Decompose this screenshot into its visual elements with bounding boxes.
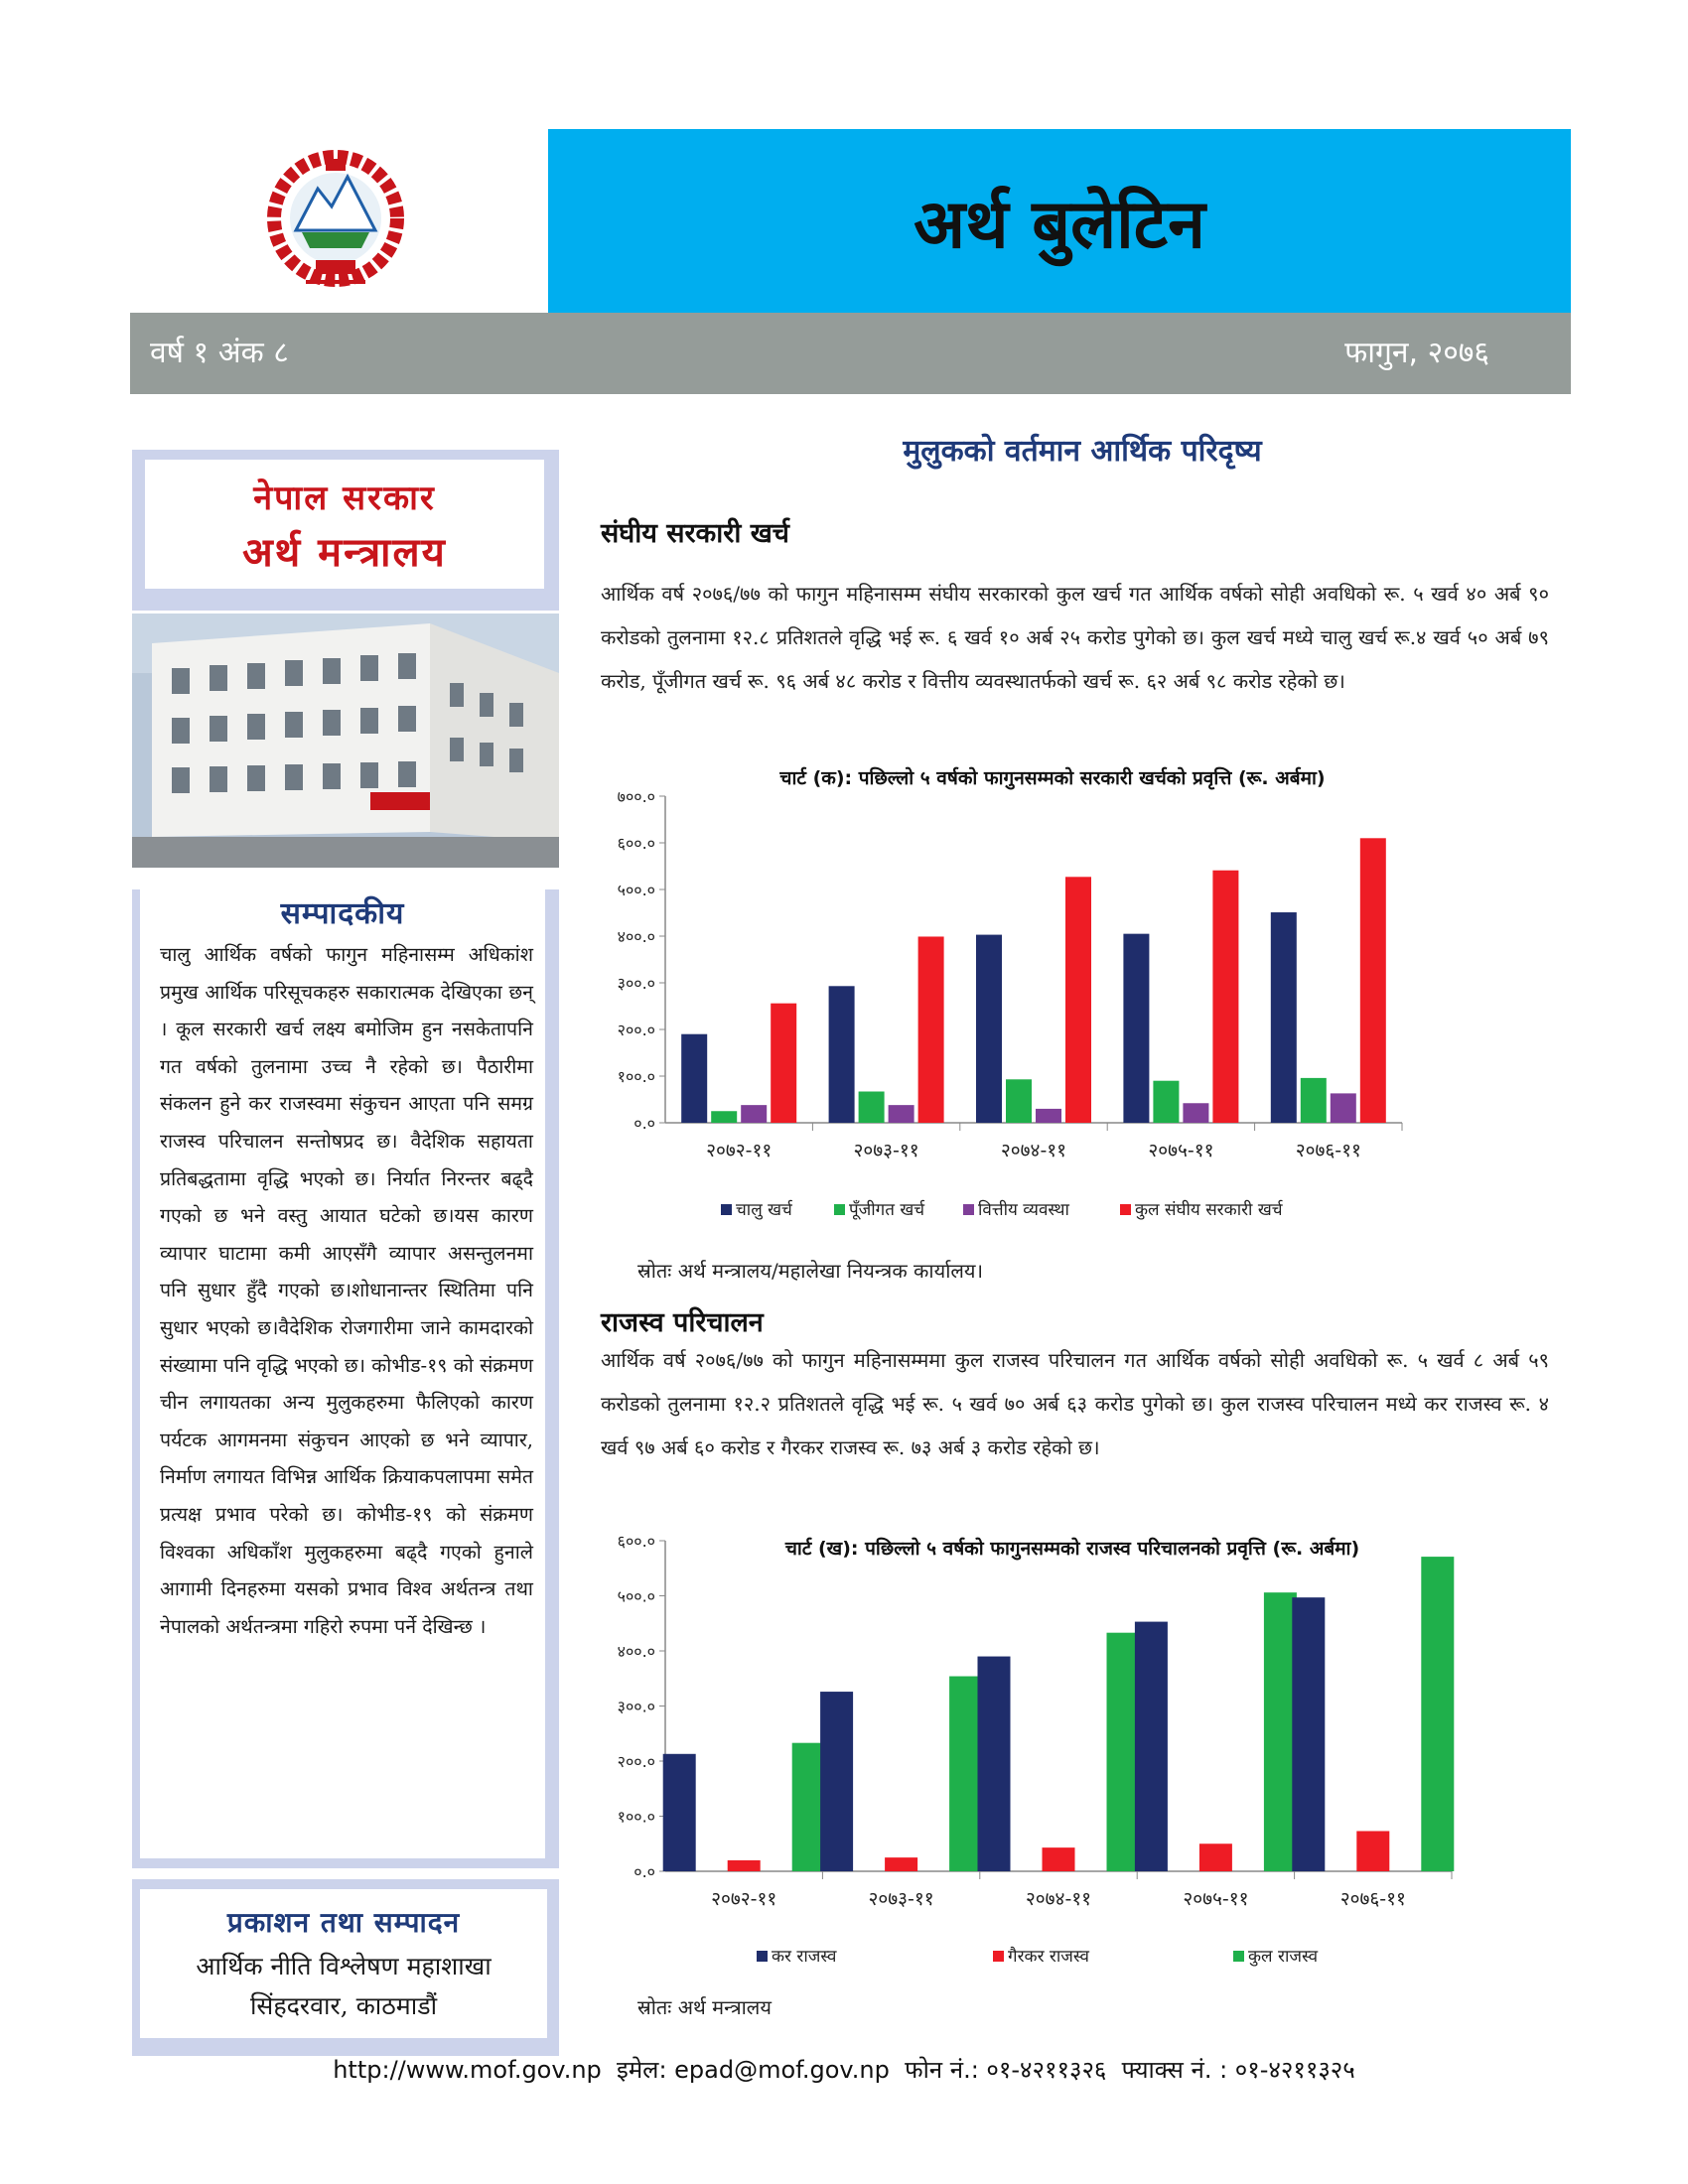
legend-swatch xyxy=(1233,1951,1244,1962)
chart-b-title: चार्ट (ख): पछिल्लो ५ वर्षको फागुनसम्मको राजस्व परिचालनको प्रवृत्ति (रू. अर्बमा) xyxy=(784,1538,1360,1560)
footer-contact: http://www.mof.gov.np इमेल: epad@mof.gov.np फोन नं.: ०१-४२११३२६ फ्याक्स नं. : ०१-४२११३२५ xyxy=(333,2056,1355,2084)
bar xyxy=(1264,1592,1297,1871)
legend-swatch xyxy=(963,1204,974,1215)
bulletin-title: अर्थ बुलेटिन xyxy=(914,186,1205,264)
bar xyxy=(976,935,1002,1123)
legend-label: कुल संघीय सरकारी खर्च xyxy=(1135,1200,1283,1220)
bar xyxy=(1183,1103,1208,1123)
bar xyxy=(978,1657,1011,1871)
publisher-heading: प्रकाशन तथा सम्पादन xyxy=(226,1906,461,1939)
legend-label: कुल राजस्व xyxy=(1248,1947,1319,1967)
publisher-address: सिंहदरवार, काठमाडौं xyxy=(249,1991,438,2020)
y-tick-label: ७००.० xyxy=(617,787,655,806)
bar xyxy=(1043,1847,1075,1871)
legend-label: पूँजीगत खर्च xyxy=(849,1200,925,1220)
y-tick-label: ६००.० xyxy=(617,834,655,853)
x-tick-label: २०७४-११ xyxy=(1025,1888,1092,1910)
bar xyxy=(1331,1093,1356,1123)
bar xyxy=(1036,1109,1061,1123)
bar xyxy=(1212,871,1238,1123)
y-tick-label: ४००.० xyxy=(617,927,655,946)
title-banner xyxy=(548,129,1571,313)
bar xyxy=(728,1860,761,1871)
x-tick-label: २०७३-११ xyxy=(853,1140,919,1161)
x-tick-label: २०७२-११ xyxy=(706,1140,773,1161)
bar xyxy=(1356,1831,1389,1871)
issue-bar xyxy=(130,313,1571,394)
chart-a-expenditure xyxy=(596,784,1529,1241)
revenue-paragraph: आर्थिक वर्ष २०७६/७७ को फागुन महिनासम्ममा कुल राजस्व परिचालन गत आर्थिक वर्षको सोही अवधिको रू. ५ खर्व ८ अर्ब ५९ करोडको तुलनामा १२.२ प्रतिशतले वृद्धि भई रू. ५ खर्व ७० अर्ब ६३ करोड पुगेको छ। कुल राजस्व परिचालन मध्ये कर राजस्व रू. ४ खर्व ९७ अर्ब ६० करोड र गैरकर राजस्व रू. ७३ अर्ब ३ करोड रहेको छ। xyxy=(601,1348,1549,1459)
ministry-building-photo xyxy=(132,614,559,868)
y-tick-label: ३००.० xyxy=(617,974,655,993)
x-tick-label: २०७२-११ xyxy=(711,1888,777,1910)
publisher-box xyxy=(132,1879,559,2056)
bar xyxy=(771,1004,796,1123)
government-name: नेपाल सरकार xyxy=(253,478,436,518)
bar xyxy=(1107,1633,1140,1871)
section-heading-revenue: राजस्व परिचालन xyxy=(601,1307,764,1338)
bar xyxy=(1360,838,1386,1123)
bar xyxy=(829,986,855,1123)
x-tick-label: २०७५-११ xyxy=(1148,1140,1214,1161)
legend-swatch xyxy=(1120,1204,1131,1215)
bar xyxy=(859,1092,885,1123)
y-tick-label: ३००.० xyxy=(617,1697,655,1716)
chart-b-source: स्रोतः अर्थ मन्त्रालय xyxy=(637,1995,772,2019)
bar xyxy=(949,1677,982,1871)
editorial-heading: सम्पादकीय xyxy=(280,896,405,931)
bar xyxy=(820,1692,853,1871)
legend-label: चालु खर्च xyxy=(736,1200,792,1220)
y-tick-label: ६००.० xyxy=(617,1532,655,1551)
legend-swatch xyxy=(757,1951,768,1962)
bar xyxy=(681,1034,707,1123)
y-tick-label: ५००.० xyxy=(617,881,655,899)
y-tick-label: ०.० xyxy=(633,1114,655,1133)
bar xyxy=(711,1111,737,1123)
y-tick-label: १००.० xyxy=(617,1807,655,1827)
bar xyxy=(792,1743,825,1871)
y-tick-label: २००.० xyxy=(617,1752,655,1771)
bar xyxy=(663,1754,696,1871)
expenditure-paragraph: आर्थिक वर्ष २०७६/७७ को फागुन महिनासम्म संघीय सरकारको कुल खर्च गत आर्थिक वर्षको सोही अवधिको रू. ५ खर्व ४० अर्ब ९० करोडको तुलनामा १२.८ प्रतिशतले वृद्धि भई रू. ६ खर्व १० अर्ब २५ करोड पुगेको छ। कुल खर्च मध्ये चालु खर्च रू.४ खर्व ५० अर्ब ७९ करोड, पूँजीगत खर्च रू. ९६ अर्ब ४८ करोड र वित्तीय व्यवस्थातर्फको खर्च रू. ६२ अर्ब ९८ करोड रहेको छ। xyxy=(601,582,1549,693)
publisher-division: आर्थिक नीति विश्लेषण महाशाखा xyxy=(196,1952,492,1980)
chart-b-revenue xyxy=(596,1529,1529,1985)
x-tick-label: २०७५-११ xyxy=(1183,1888,1249,1910)
legend-swatch xyxy=(993,1951,1004,1962)
legend-label: कर राजस्व xyxy=(772,1947,837,1967)
nepal-emblem-logo xyxy=(256,149,415,298)
bar xyxy=(1271,912,1297,1123)
issue-date: फागुन, २०७६ xyxy=(1344,336,1489,370)
legend-swatch xyxy=(834,1204,845,1215)
bar xyxy=(918,936,944,1123)
ministry-name: अर्थ मन्त्रालय xyxy=(242,529,447,576)
bar xyxy=(889,1105,914,1123)
legend-label: गैरकर राजस्व xyxy=(1008,1947,1089,1967)
editorial-text: चालु आर्थिक वर्षको फागुन महिनासम्म अधिकांश प्रमुख आर्थिक परिसूचकहरु सकारात्मक देखिएका छन् । कूल सरकारी खर्च लक्ष्य बमोजिम हुन नसकेतापनि गत वर्षको तुलनामा उच्च नै रहेको छ। पैठारीमा संकलन हुने कर राजस्वमा संकुचन आएता पनि समग्र राजस्व परिचालन सन्तोषप्रद छ। वैदेशिक सहायता प्रतिबद्धतामा वृद्धि भएको छ। निर्यात निरन्तर बढ्दै गएको छ भने वस्तु आयात घटेको छ।यस कारण व्यापार घाटामा कमी आएसँगै व्यापार असन्तुलनमा पनि सुधार हुँदै गएको छ।शोधानान्तर स्थितिमा पनि सुधार भएको छ।वैदेशिक रोजगारीमा जाने कामदारको संख्यामा पनि वृद्धि भएको छ। कोभीड-१९ को संक्रमण चीन लगायतका अन्य मुलुकहरुमा फैलिएको कारण पर्यटक आगमनमा संकुचन आएको छ भने व्यापार, निर्माण लगायत विभिन्न आर्थिक क्रियाकपलापमा समेत प्रत्यक्ष प्रभाव परेको छ। कोभीड-१९ को संक्रमण विश्वका अधिकाँश मुलुकहरुमा बढ्दै गएको हुनाले आगामी दिनहरुमा यसको प्रभाव विश्व अर्थतन्त्र तथा नेपालको अर्थतन्त्रमा गहिरो रुपमा पर्ने देखिन्छ । xyxy=(160,943,533,1638)
legend-label: वित्तीय व्यवस्था xyxy=(978,1200,1069,1220)
chart-a-source: स्रोतः अर्थ मन्त्रालय/महालेखा नियन्त्रक कार्यालय। xyxy=(637,1259,984,1283)
bar xyxy=(885,1857,917,1871)
main-title: मुलुकको वर्तमान आर्थिक परिदृष्य xyxy=(903,434,1262,469)
y-tick-label: २००.० xyxy=(617,1021,655,1039)
section-heading-expenditure: संघीय सरकारी खर्च xyxy=(601,518,789,549)
y-tick-label: ५००.० xyxy=(617,1586,655,1606)
bar xyxy=(1135,1622,1168,1871)
x-tick-label: २०७४-११ xyxy=(1000,1140,1067,1161)
x-tick-label: २०७६-११ xyxy=(1295,1140,1361,1161)
x-tick-label: २०७६-११ xyxy=(1339,1888,1406,1910)
issue-number: वर्ष १ अंक ८ xyxy=(150,336,289,370)
editorial-box xyxy=(132,889,559,1868)
bar xyxy=(1153,1081,1179,1123)
bar xyxy=(1006,1079,1032,1123)
y-tick-label: १००.० xyxy=(617,1067,655,1086)
bar xyxy=(1421,1557,1454,1871)
bar xyxy=(1301,1078,1327,1123)
bar xyxy=(1123,934,1149,1123)
legend-swatch xyxy=(721,1204,732,1215)
y-tick-label: ०.० xyxy=(633,1862,655,1881)
bar xyxy=(1065,877,1091,1123)
chart-a-title: चार्ट (क): पछिल्लो ५ वर्षको फागुनसम्मको सरकारी खर्चको प्रवृत्ति (रू. अर्बमा) xyxy=(779,767,1326,789)
bar xyxy=(741,1105,767,1123)
ministry-box xyxy=(132,450,559,611)
bar xyxy=(1199,1843,1232,1871)
bar xyxy=(1292,1597,1325,1871)
x-tick-label: २०७३-११ xyxy=(868,1888,934,1910)
y-tick-label: ४००.० xyxy=(617,1642,655,1661)
